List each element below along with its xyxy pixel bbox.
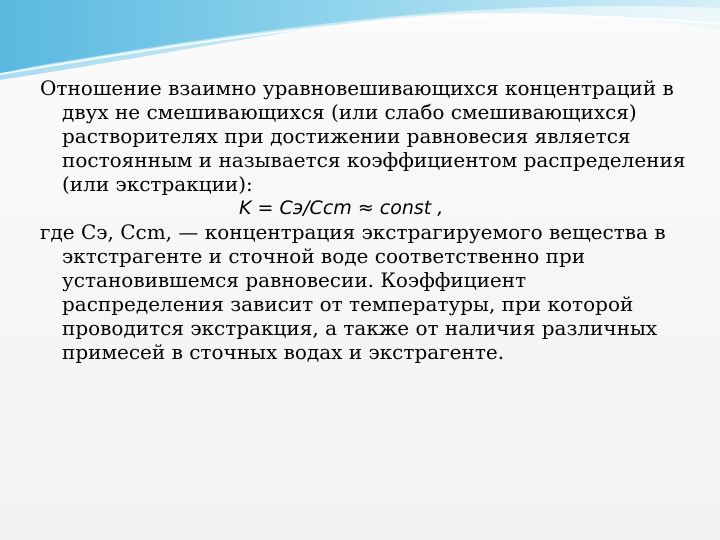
slide-content [40,76,690,364]
paragraph-definition: Отношение взаимно уравновешивающихся концентраций в двух не смешивающихся (или слабо смешивающихся) растворителях при достижении равновесия является постоянным и называется коэффициентом распределения (или экстракции): [40,76,686,196]
formula-distribution-coefficient: K = Cэ/Ccm ≈ const , [239,197,444,219]
paragraph-explanation: где Сэ, Ccm, — концентрация экстрагируемого вещества в эктстрагенте и сточной воде соответственно при установившемся равновесии. Коэффициент распределения зависит от температуры, при которой проводится экстракция, а также от наличия различных примесей в сточных водах и экстрагенте. [40,220,666,364]
